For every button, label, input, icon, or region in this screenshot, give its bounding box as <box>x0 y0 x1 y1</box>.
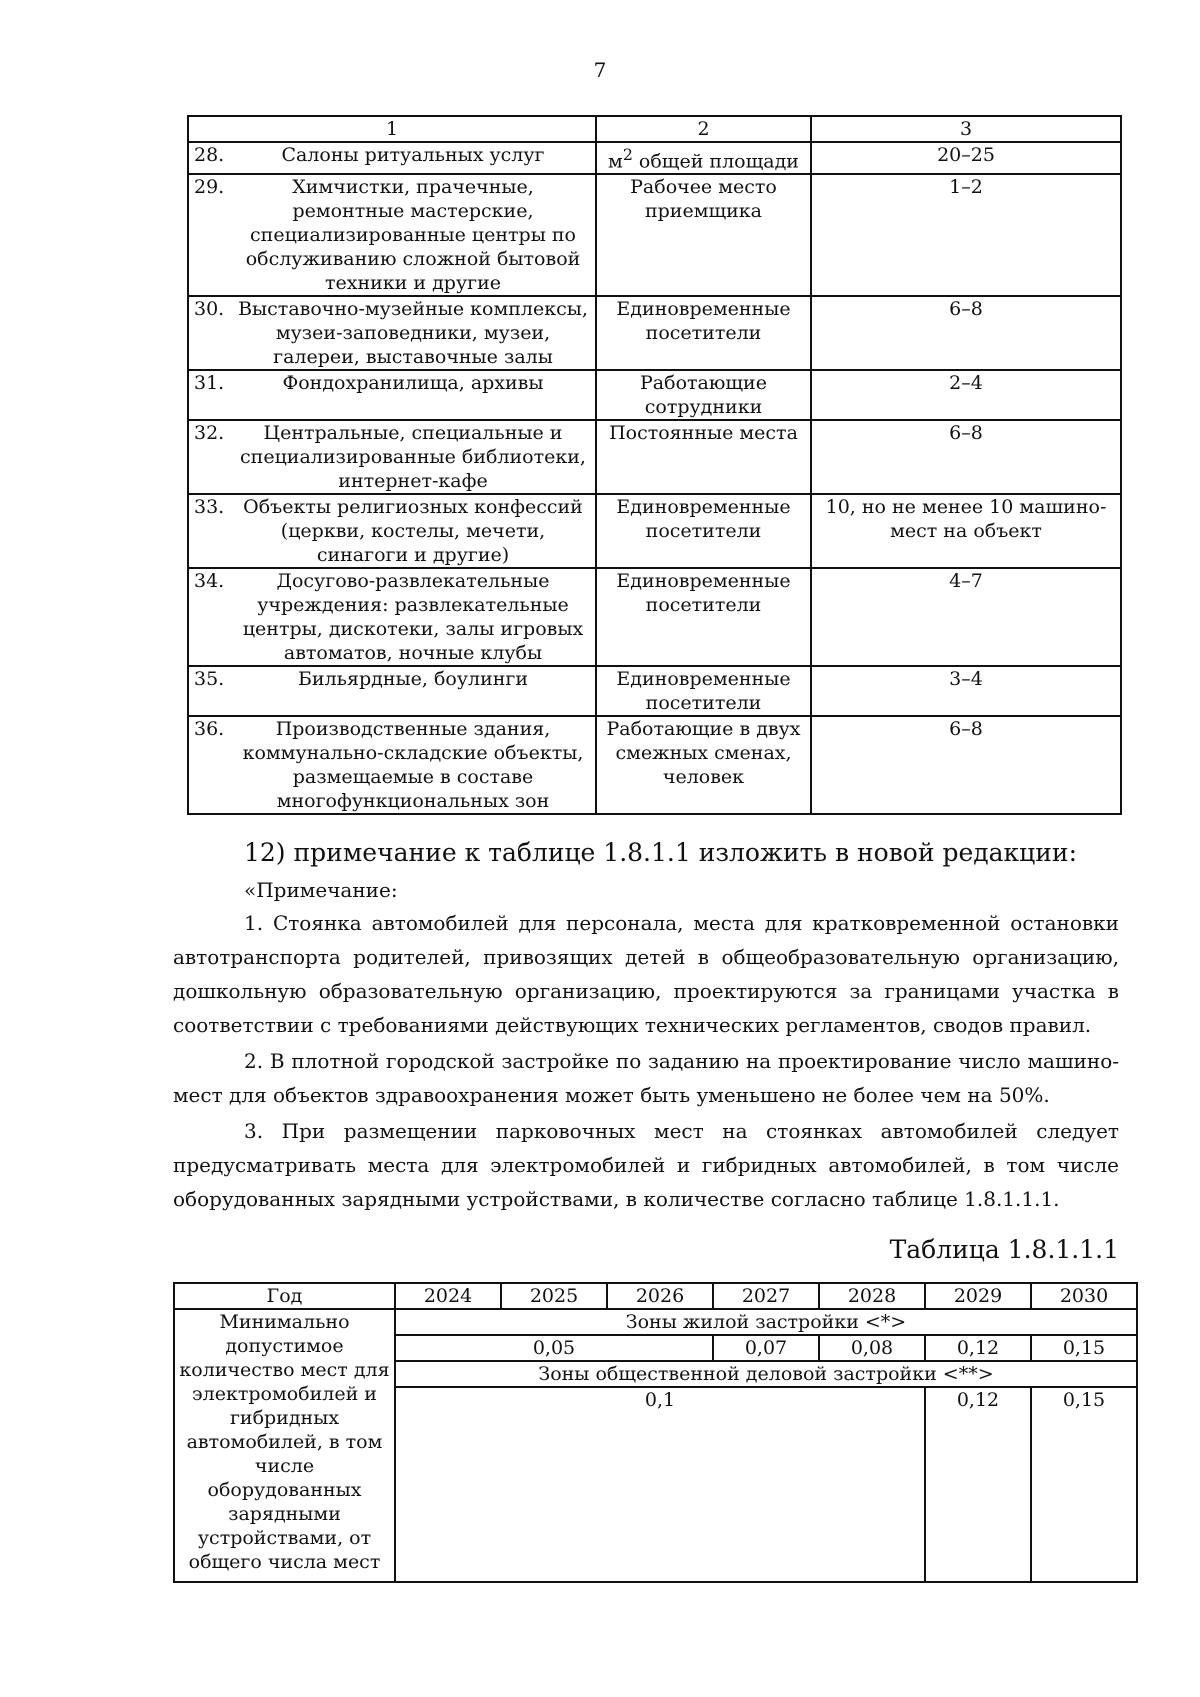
year-cell: 2029 <box>925 1283 1031 1309</box>
object-cell <box>188 568 596 666</box>
row-number: 33. <box>194 496 225 519</box>
residential-value-2028: 0,08 <box>819 1335 925 1361</box>
note-paragraph-3: 3. При размещении парковочных мест на стоянках автомобилей следует предусматривать места для электромобилей и гибридных автомобилей, в том числе оборудованных зарядными устройствами, в количестве согласно таблице 1.8.1.1.1. <box>173 1119 1119 1211</box>
row-number: 31. <box>194 372 225 395</box>
table-row <box>188 666 1121 716</box>
year-cell: 2025 <box>501 1283 607 1309</box>
table-caption: Таблица 1.8.1.1.1 <box>889 1235 1119 1264</box>
object-name: Фондохранилища, архивы <box>282 372 544 395</box>
object-cell <box>188 174 596 296</box>
object-name: Выставочно-музейные комплексы, музеи-заповедники, музеи, галереи, выставочные залы <box>238 298 588 369</box>
row-number: 30. <box>194 298 225 321</box>
object-name: Объекты религиозных конфессий (церкви, костелы, мечети, синагоги и другие) <box>243 496 583 567</box>
table-row <box>188 716 1121 814</box>
residential-title-row <box>174 1309 1137 1335</box>
object-cell <box>188 370 596 420</box>
row-number: 32. <box>194 422 225 445</box>
object-name: Бильярдные, боулинги <box>297 668 529 691</box>
header-col-2: 2 <box>596 116 811 142</box>
unit-cell: Единовременные посетители <box>596 568 811 666</box>
header-col-3: 3 <box>811 116 1121 142</box>
object-name: Салоны ритуальных услуг <box>281 144 545 166</box>
year-cell: 2028 <box>819 1283 925 1309</box>
value-cell: 3–4 <box>811 666 1121 716</box>
table-row <box>188 142 1121 174</box>
table-row <box>188 370 1121 420</box>
object-name: Химчистки, прачечные, ремонтные мастерские, специализированные центры по обслуживанию сложной бытовой техники и другие <box>245 176 581 295</box>
note-title: «Примечание: <box>244 878 398 902</box>
row-number: 35. <box>194 668 225 691</box>
unit-cell: Работающие в двух смежных сменах, человек <box>596 716 811 814</box>
value-cell: 10, но не менее 10 машино-мест на объект <box>811 494 1121 568</box>
header-col-1: 1 <box>188 116 596 142</box>
object-cell <box>188 716 596 814</box>
object-name: Производственные здания, коммунально-складские объекты, размещаемые в составе многофункциональных зон <box>242 718 584 813</box>
unit-cell: Работающие сотрудники <box>596 370 811 420</box>
business-value-2030: 0,15 <box>1031 1387 1137 1582</box>
object-name: Центральные, специальные и специализированные библиотеки, интернет-кафе <box>240 422 586 493</box>
row-number: 29. <box>194 176 225 199</box>
table-header-row <box>188 116 1121 142</box>
row-label: Минимально допустимое количество мест для электромобилей и гибридных автомобилей, в том числе оборудованных зарядными устройствами, от общего числа мест <box>174 1309 395 1582</box>
value-cell: 20–25 <box>811 142 1121 174</box>
residential-value-2027: 0,07 <box>713 1335 819 1361</box>
value-cell: 4–7 <box>811 568 1121 666</box>
row-number: 36. <box>194 718 225 741</box>
table-row <box>188 296 1121 370</box>
business-value-2029: 0,12 <box>925 1387 1031 1582</box>
note-paragraph-2: 2. В плотной городской застройке по заданию на проектирование число машино-мест для объектов здравоохранения может быть уменьшено не более чем на 50%. <box>173 1049 1119 1107</box>
table-row <box>188 174 1121 296</box>
object-cell <box>188 666 596 716</box>
year-cell: 2024 <box>395 1283 501 1309</box>
row-number: 34. <box>194 570 225 593</box>
object-cell <box>188 142 596 174</box>
residential-value-2030: 0,15 <box>1031 1335 1137 1361</box>
value-cell: 1–2 <box>811 174 1121 296</box>
object-name: Досугово-развлекательные учреждения: развлекательные центры, дискотеки, залы игровых автоматов, ночные клубы <box>242 570 584 665</box>
table-row <box>188 568 1121 666</box>
object-cell <box>188 296 596 370</box>
object-cell <box>188 494 596 568</box>
year-cell: 2030 <box>1031 1283 1137 1309</box>
residential-value-2024-2026: 0,05 <box>395 1335 713 1361</box>
value-cell: 2–4 <box>811 370 1121 420</box>
note-paragraph-1: 1. Стоянка автомобилей для персонала, места для кратковременной остановки автотранспорта родителей, привозящих детей в общеобразовательную организацию, дошкольную образовательную организацию, проектируются за границами участка в соответствии с требованиями действующих технических регламентов, сводов правил. <box>173 911 1119 1037</box>
years-header-row <box>174 1283 1137 1309</box>
business-value-2024-2028: 0,1 <box>395 1387 925 1582</box>
object-cell <box>188 420 596 494</box>
value-cell: 6–8 <box>811 420 1121 494</box>
year-label: Год <box>174 1283 395 1309</box>
unit-cell: Единовременные посетители <box>596 296 811 370</box>
unit-cell: Единовременные посетители <box>596 666 811 716</box>
residential-value-2029: 0,12 <box>925 1335 1031 1361</box>
year-cell: 2026 <box>607 1283 713 1309</box>
table-row <box>188 420 1121 494</box>
amendment-heading: 12) примечание к таблице 1.8.1.1 изложить в новой редакции: <box>244 838 1078 867</box>
unit-cell: Постоянные места <box>596 420 811 494</box>
year-cell: 2027 <box>713 1283 819 1309</box>
page-number: 7 <box>593 58 607 82</box>
value-cell: 6–8 <box>811 716 1121 814</box>
unit-cell: Единовременные посетители <box>596 494 811 568</box>
row-number: 28. <box>194 144 225 166</box>
residential-zone-title: Зоны жилой застройки <*> <box>395 1309 1137 1335</box>
unit-superscript: 2 <box>622 145 633 164</box>
business-zone-title: Зоны общественной деловой застройки <**> <box>395 1361 1137 1387</box>
ev-parking-table <box>173 1282 1138 1583</box>
parking-norms-table <box>187 115 1122 815</box>
unit-cell: Рабочее место приемщика <box>596 174 811 296</box>
unit-cell: $м^2$ общей площади <box>596 142 811 174</box>
table-row <box>188 494 1121 568</box>
value-cell: 6–8 <box>811 296 1121 370</box>
